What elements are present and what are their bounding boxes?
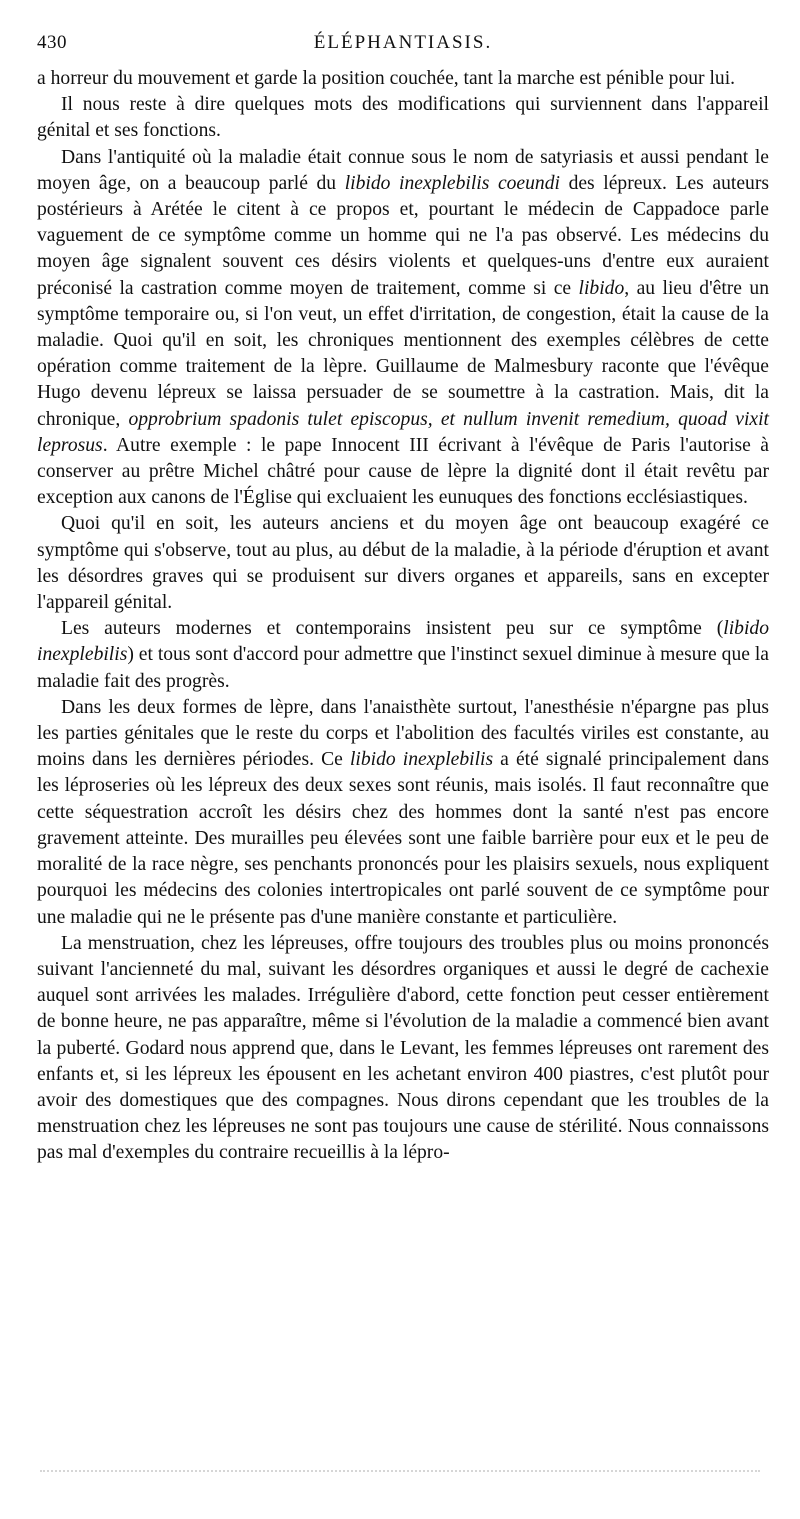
text-run: Dans les deux formes de lèpre, dans l'anaisthète surtout, l'anesthésie n'épargne pas plus les parties génitales que le reste du corps et l'abolition des facultés viriles est constante, au moins dans les dernières périodes. Ce	[37, 696, 769, 771]
paragraph	[37, 931, 769, 1167]
paragraph	[37, 511, 769, 616]
text-run: Il nous reste à dire quelques mots des modifications qui surviennent dans l'appareil génital et ses fonctions.	[37, 94, 769, 142]
text-run: des lépreux. Les auteurs postérieurs à Arétée le citent à ce propos et, pourtant le médecin de Cappadoce parle vaguement de ce symptôme comme un homme qui ne l'a pas observé. Les médecins du moyen âge signalent souvent ces désirs violents et quelques-uns d'entre eux auraient préconisé la castration comme moyen de traitement, comme si ce	[37, 172, 769, 299]
print-noise-divider	[40, 1470, 760, 1482]
body-text	[37, 66, 769, 1167]
text-run: , au lieu d'être un symptôme temporaire ou, si l'on veut, un effet d'irritation, de congestion, était la cause de la maladie. Quoi qu'il en soit, les chroniques mentionnent des exemples célèbres de cette opération comme traitement de la lèpre. Guillaume de Malmesbury raconte que l'évêque Hugo devenu lépreux se laissa persuader de se soumettre à la castration. Mais, dit la chronique,	[37, 277, 769, 430]
page-number: 430	[37, 32, 67, 53]
running-title: ÉLÉPHANTIASIS.	[313, 32, 493, 53]
paragraph	[37, 695, 769, 931]
paragraph	[37, 616, 769, 695]
text-run: Dans l'antiquité où la maladie était connue sous le nom de satyriasis et aussi pendant le moyen âge, on a beaucoup parlé du	[37, 146, 769, 194]
paragraph	[37, 66, 769, 92]
paragraph	[37, 92, 769, 144]
text-run: La menstruation, chez les lépreuses, offre toujours des troubles plus ou moins prononcés suivant l'ancienneté du mal, suivant les désordres organiques et aussi le degré de cachexie auquel sont arrivées les malades. Irrégulière d'abord, cette fonction peut cesser entièrement de bonne heure, ne pas apparaître, même si l'évolution de la maladie a commencé bien avant la puberté. Godard nous apprend que, dans le Levant, les femmes lépreuses ont rarement des enfants et, si les lépreux les épousent en les achetant environ 400 piastres, c'est plutôt pour avoir des domestiques que des compagnes. Nous dirons cependant que les troubles de la menstruation chez les lépreuses ne sont pas toujours une cause de stérilité. Nous connaissons pas mal d'exemples du contraire recueillis à la lépro-	[37, 932, 769, 1164]
italic-phrase: libido	[578, 277, 625, 299]
text-run: ) et tous sont d'accord pour admettre que l'instinct sexuel diminue à mesure que la maladie fait des progrès.	[37, 644, 769, 692]
italic-phrase: libido inexplebilis	[349, 749, 494, 771]
text-run: a horreur du mouvement et garde la position couchée, tant la marche est pénible pour lui.	[37, 68, 736, 89]
text-run: a été signalé principalement dans les léproseries où les lépreux des deux sexes sont réunis, mais isolés. Il faut reconnaître que cette séquestration accroît les désirs chez des hommes dont la santé n'est pas encore gravement atteinte. Des murailles peu élevées sont une faible barrière pour eux et le peu de moralité de la race nègre, ses penchants prononcés pour les plaisirs sexuels, nous expliquent pourquoi les médecins des colonies intertropicales ont parlé souvent de ce symptôme pour une maladie qui ne le présente pas d'une manière constante et particulière.	[37, 749, 769, 928]
italic-phrase: libido inexplebilis	[37, 618, 769, 666]
paragraph	[37, 145, 769, 512]
text-run: . Autre exemple : le pape Innocent III écrivant à l'évêque de Paris l'autorise à conserver au prêtre Michel châtré pour cause de lèpre la dignité dont il était revêtu par exception aux canons de l'Église qui excluaient les eunuques des fonctions ecclésiastiques.	[37, 434, 769, 509]
italic-phrase: libido inexplebilis coeundi	[344, 172, 560, 194]
italic-phrase: opprobrium spadonis tulet episcopus, et nullum invenit remedium, quoad vixit leprosus	[37, 408, 769, 456]
page-header	[37, 32, 769, 60]
text-run: Les auteurs modernes et contemporains insistent peu sur ce symptôme (	[61, 618, 724, 640]
text-run: Quoi qu'il en soit, les auteurs anciens et du moyen âge ont beaucoup exagéré ce symptôme qui s'observe, tout au plus, au début de la maladie, à la période d'éruption et avant les désordres graves qui se produisent sur divers organes et appareils, sans en excepter l'appareil génital.	[37, 513, 769, 614]
